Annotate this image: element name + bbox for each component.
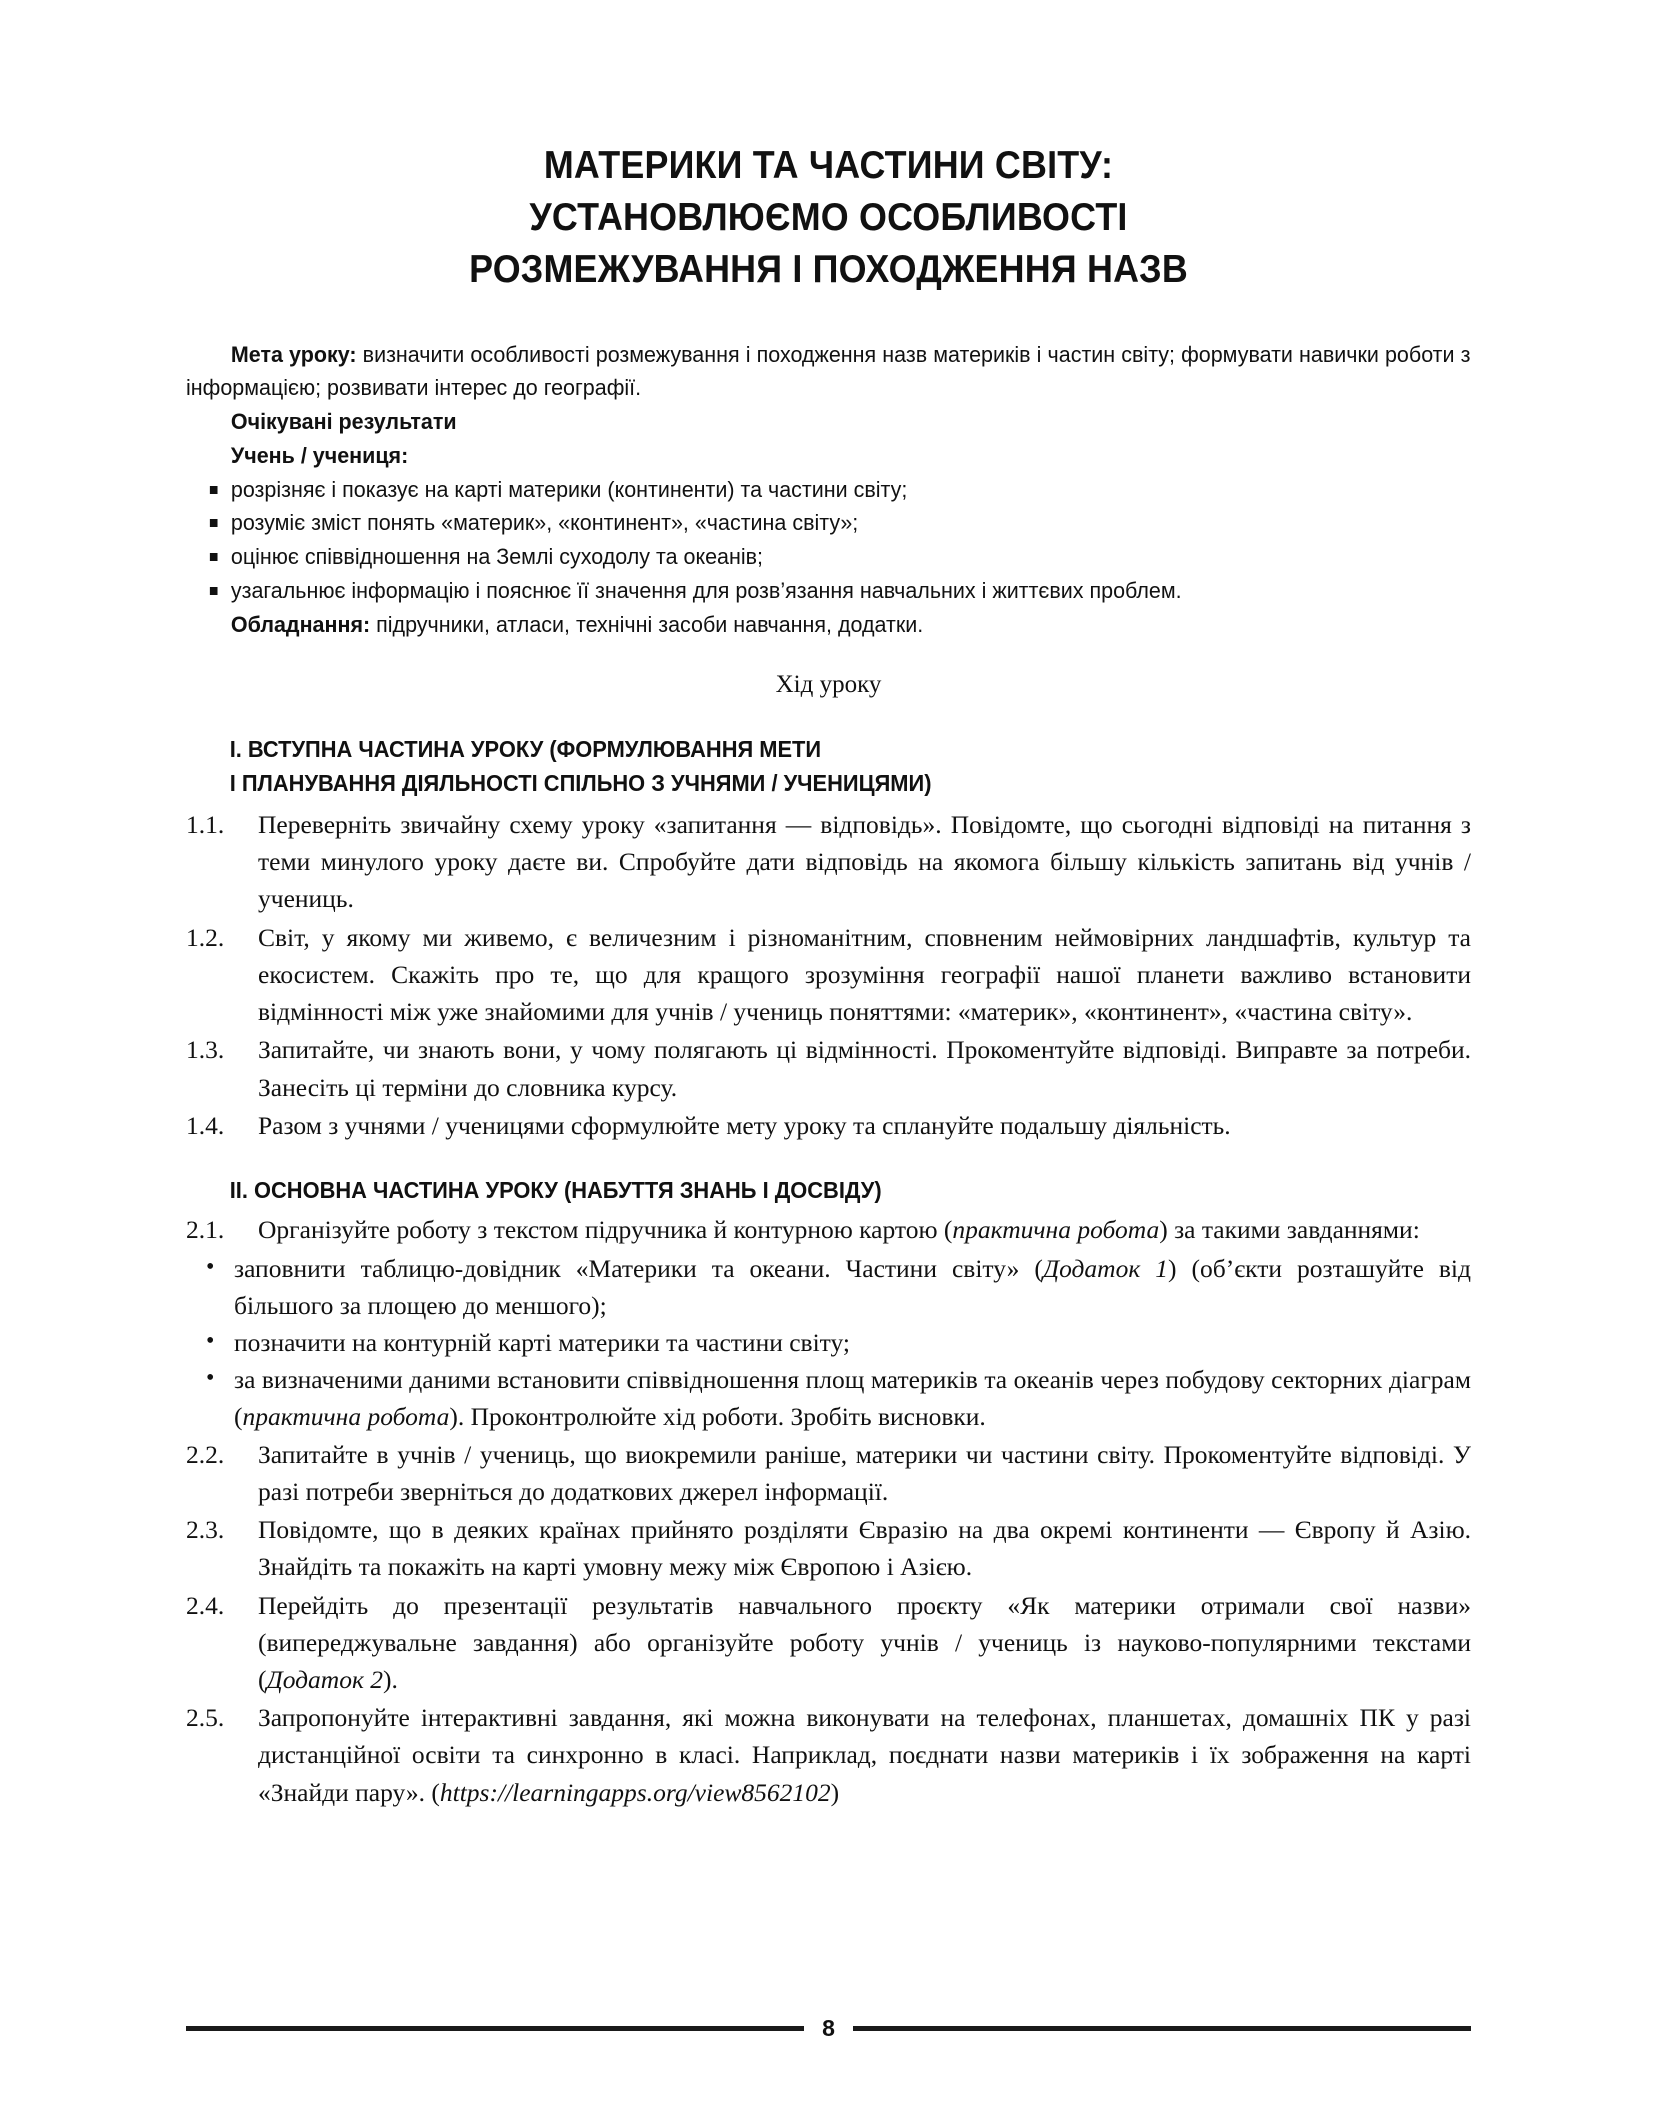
list-item xyxy=(186,1324,1471,1361)
list-item xyxy=(186,806,1471,918)
list-item xyxy=(186,473,1470,507)
item-text-link: https://learningapps.org/view8562102 xyxy=(439,1777,831,1807)
item-number: 2.2. xyxy=(186,1439,225,1469)
subitem-before: заповнити таблицю-довідник «Материки та океани. Частини світу» ( xyxy=(234,1253,1043,1283)
square-bullet-icon xyxy=(210,486,218,494)
section-one-heading xyxy=(186,733,1513,800)
item-text xyxy=(258,1211,1471,1248)
subitem-after: ). Проконтролюйте хід роботи. Зробіть висновки. xyxy=(449,1402,986,1432)
list-item xyxy=(186,540,1470,574)
list-item xyxy=(186,1436,1471,1510)
list-item xyxy=(186,1031,1471,1105)
course-heading: Хід уроку xyxy=(775,671,882,699)
list-item xyxy=(186,1250,1471,1324)
item-number: 1.1. xyxy=(186,810,225,840)
square-bullet-icon xyxy=(210,587,218,595)
item-text-after: ) xyxy=(830,1777,840,1807)
footer-rule-left xyxy=(186,2026,804,2031)
section-21-sublist xyxy=(186,1250,1471,1436)
item-number: 2.4. xyxy=(186,1590,225,1620)
expected-results-label: Очікувані результати xyxy=(230,409,457,435)
intro-block xyxy=(186,338,1470,642)
item-text-before: Запропонуйте інтерактивні завдання, які можна виконувати на телефонах, планшетах, домашніх ПК у разі дистанційної освіти та синхронно в класі. Наприклад, поєднати назви материків і їх зображення на карті «Знайди пару». ( xyxy=(258,1703,1471,1807)
square-bullet-icon xyxy=(210,519,218,527)
footer-rule-right xyxy=(853,2026,1471,2031)
equipment-label: Обладнання: xyxy=(230,611,371,637)
item-text-after: ) за такими завданнями: xyxy=(1159,1215,1420,1245)
lesson-goal-text: визначити особливості розмежування і походження назв материків і частин світу; формувати навички роботи з інформацією; розвивати інтерес до географії. xyxy=(186,341,1471,401)
title-line-1: МАТЕРИКИ ТА ЧАСТИНИ СВІТУ: xyxy=(543,144,1114,187)
item-text xyxy=(258,1587,1471,1699)
item-number: 2.3. xyxy=(186,1515,225,1545)
item-text: Запитайте в учнів / учениць, що виокремили раніше, материки чи частини світу. Прокоментуйте відповіді. У разі потреби зверніться до додаткових джерел інформації. xyxy=(258,1439,1471,1506)
section-two-body xyxy=(186,1211,1471,1811)
equipment-paragraph xyxy=(186,608,1470,642)
pupil-label: Учень / учениця: xyxy=(230,442,409,468)
subitem-before: позначити на контурній карті материки та частини світу; xyxy=(234,1328,850,1358)
list-item xyxy=(186,506,1470,540)
outcome-text: узагальнює інформацію і пояснює її значення для розв’язання навчальних і життєвих проблем. xyxy=(230,577,1182,603)
item-text-italic: практична робота xyxy=(952,1215,1160,1245)
item-number: 1.4. xyxy=(186,1110,225,1140)
dot-bullet-icon: • xyxy=(206,1365,215,1392)
item-number: 1.3. xyxy=(186,1035,225,1065)
dot-bullet-icon: • xyxy=(206,1328,215,1355)
section-one-heading-line-2: І ПЛАНУВАННЯ ДІЯЛЬНОСТІ СПІЛЬНО З УЧНЯМИ / УЧЕНИЦЯМИ) xyxy=(229,769,932,796)
item-text-italic: Додаток 2 xyxy=(266,1665,384,1694)
item-text-before: Організуйте роботу з текстом підручника й контурною картою ( xyxy=(258,1215,953,1245)
section-one-heading-line-1: I. ВСТУПНА ЧАСТИНА УРОКУ (ФОРМУЛЮВАННЯ МЕТИ xyxy=(229,736,822,763)
title-line-2: УСТАНОВЛЮЄМО ОСОБЛИВОСТІ xyxy=(529,195,1128,239)
equipment-text: підручники, атласи, технічні засоби навчання, додатки. xyxy=(370,611,924,637)
square-bullet-icon xyxy=(210,553,218,561)
item-number: 2.1. xyxy=(186,1215,225,1245)
item-text: Повідомте, що в деяких країнах прийнято розділяти Євразію на два окремі континенти — Європу й Азію. Знайдіть та покажіть на карті умовну межу між Європою і Азією. xyxy=(258,1515,1471,1582)
pupil-heading xyxy=(186,439,1470,473)
page-number: 8 xyxy=(822,2015,835,2041)
page-content xyxy=(186,140,1471,1812)
subitem-italic: Додаток 1 xyxy=(1042,1253,1169,1283)
subitem-before: за визначеними даними встановити співвідношення площ материків та океанів через побудову секторних діаграм ( xyxy=(234,1365,1471,1432)
list-item xyxy=(186,1107,1471,1144)
dot-bullet-icon: • xyxy=(206,1253,215,1280)
title-line-3: РОЗМЕЖУВАННЯ І ПОХОДЖЕННЯ НАЗВ xyxy=(469,247,1188,291)
list-item xyxy=(186,574,1470,608)
item-number: 1.2. xyxy=(186,922,225,952)
section-two-heading xyxy=(186,1174,1513,1207)
expected-results-heading xyxy=(186,405,1470,439)
list-item xyxy=(186,1361,1471,1435)
subitem-italic: практична робота xyxy=(242,1402,450,1432)
section-two-heading-line-1: II. ОСНОВНА ЧАСТИНА УРОКУ (НАБУТТЯ ЗНАНЬ І ДОСВІДУ) xyxy=(229,1177,882,1204)
list-item xyxy=(186,1211,1471,1248)
list-item xyxy=(186,1511,1471,1585)
item-number: 2.5. xyxy=(186,1703,225,1733)
outcome-text: оцінює співвідношення на Землі суходолу та океанів; xyxy=(230,544,764,570)
lesson-goal-label: Мета уроку: xyxy=(230,341,357,367)
subitem-after: ) (об’єкти розташуйте від більшого за площею до меншого); xyxy=(234,1253,1471,1320)
lesson-goal-paragraph xyxy=(186,338,1470,406)
item-text: Світ, у якому ми живемо, є величезним і різноманітним, сповненим неймовірних ландшафтів, культур та екосистем. Скажіть про те, що для кращого зрозуміння географії нашої планети важливо встановити відмінності між уже знайомими для учнів / учениць поняттями: «материк», «континент», «частина світу». xyxy=(258,922,1471,1027)
section-two-list-cont xyxy=(186,1436,1471,1811)
outcome-text: розрізняє і показує на карті материки (континенти) та частини світу; xyxy=(230,476,908,502)
list-item xyxy=(186,1587,1471,1699)
list-item xyxy=(186,919,1471,1031)
section-one-body xyxy=(186,806,1471,1144)
section-one-list xyxy=(186,806,1471,1144)
page-footer xyxy=(186,2017,1471,2040)
item-text-after: ). xyxy=(383,1665,398,1694)
item-text: Переверніть звичайну схему уроку «запитання — відповідь». Повідомте, що сьогодні відповіді на питання з теми минулого уроку даєте ви. Спробуйте дати відповідь на якомога більшу кількість запитань від учнів / учениць. xyxy=(258,810,1471,914)
item-text-before: Перейдіть до презентації результатів навчального проєкту «Як материки отримали свої назви» (випереджувальне завдання) або організуйте роботу учнів / учениць із науково-популярними текстами ( xyxy=(258,1590,1471,1694)
list-item xyxy=(186,1699,1471,1811)
section-two-list xyxy=(186,1211,1471,1248)
page-title xyxy=(237,140,1419,296)
item-text: Разом з учнями / ученицями сформулюйте мету уроку та сплануйте подальшу діяльність. xyxy=(258,1110,1231,1140)
item-text: Запитайте, чи знають вони, у чому полягають ці відмінності. Прокоментуйте відповіді. Виправте за потреби. Занесіть ці терміни до словника курсу. xyxy=(258,1035,1471,1102)
outcomes-list xyxy=(186,473,1470,608)
item-text xyxy=(258,1699,1471,1811)
outcome-text: розуміє зміст понять «материк», «континент», «частина світу»; xyxy=(230,510,859,536)
